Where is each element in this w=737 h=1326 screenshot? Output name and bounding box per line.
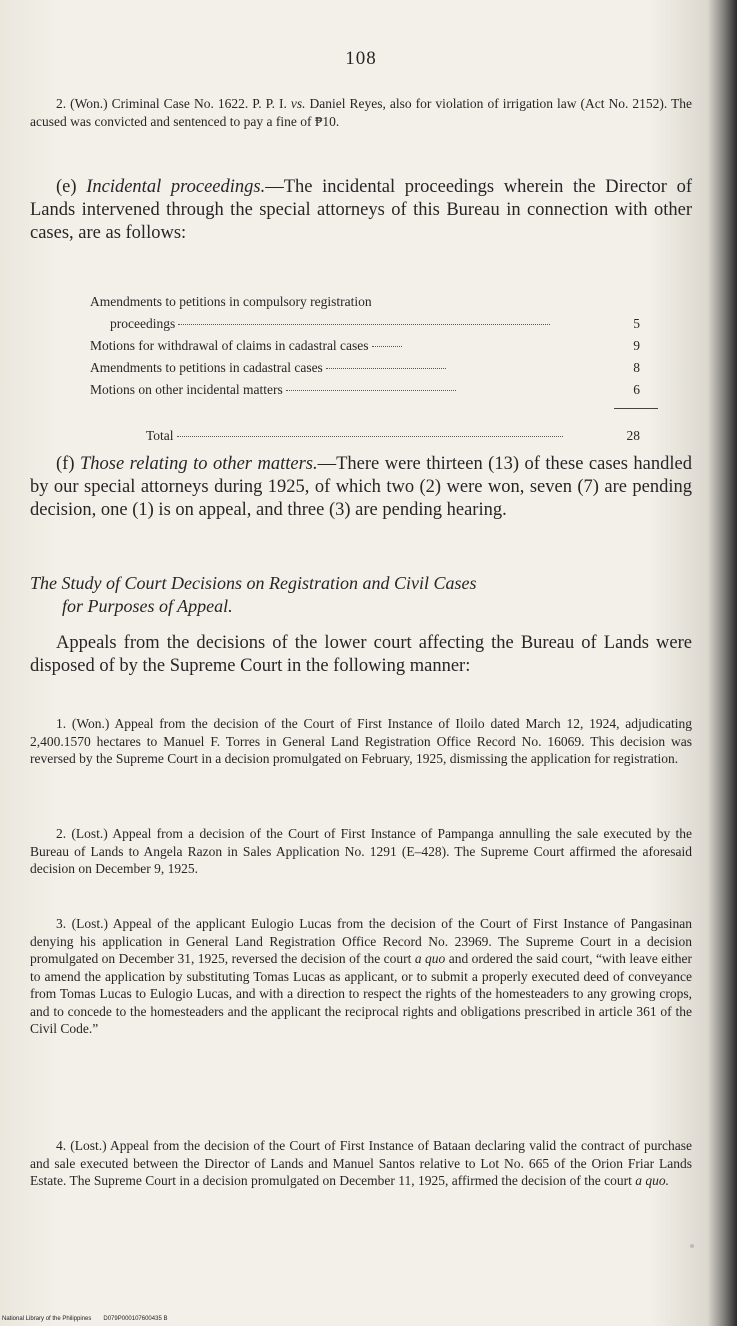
appeal-3 — [30, 915, 692, 1038]
row-label: Motions on other incidental matters — [90, 382, 283, 397]
section-heading-line-1: The Study of Court Decisions on Registration and Civil Cases — [30, 573, 477, 593]
incidental-label: (e) — [56, 177, 87, 197]
dot-leader — [177, 435, 563, 437]
criminal-case-vs: vs. — [290, 96, 306, 111]
scan-footer — [2, 1316, 179, 1322]
dot-leader — [286, 389, 456, 391]
dot-leader — [326, 367, 446, 369]
appeal-4-a-quo: a quo. — [635, 1173, 669, 1188]
table-cell-label — [90, 310, 600, 332]
criminal-case-text: Daniel Reyes, also for violation of irrigation law (Act No. 2152). The acused was convicted and sentenced to pay a fine of ₱10. — [30, 96, 692, 129]
table-cell-value: 9 — [633, 338, 640, 353]
section-heading — [30, 572, 692, 618]
dot-leader — [178, 323, 550, 325]
criminal-case-paragraph — [30, 95, 692, 130]
other-matters-paragraph — [30, 453, 692, 522]
criminal-case-prefix: 2. (Won.) Criminal Case No. 1622. P. P. I. — [56, 96, 291, 111]
appeals-intro: Appeals from the decisions of the lower court affecting the Bureau of Lands were disposed of by the Supreme Court in the following manner: — [30, 633, 692, 676]
appeal-4 — [30, 1137, 692, 1190]
row-label: Amendments to petitions in cadastral cases — [90, 360, 323, 375]
appeal-3-a-quo: a quo — [414, 951, 446, 966]
footer-code: D079P000107600435 B — [103, 1316, 168, 1322]
table-cell-value: 5 — [633, 316, 640, 331]
table-row — [90, 376, 640, 398]
appeal-4-text: 4. (Lost.) Appeal from the decision of the Court of First Instance of Bataan declaring valid the contract of purchase and sale executed between the Director of Lands and Manuel Santos relative to Lot No. 665 of the Orion Friar Lands Estate. The Supreme Court in a decision promulgated on December 11, 1925, affirmed the decision of the court — [30, 1138, 692, 1188]
appeal-2: 2. (Lost.) Appeal from a decision of the Court of First Instance of Pampanga annulling the sale executed by the Bureau of Lands to Angela Razon in Sales Application No. 1291 (E–428). The Supreme Court affirmed the aforesaid decision on December 9, 1925. — [30, 826, 692, 876]
other-matters-label: (f) — [56, 454, 80, 474]
section-heading-line-2: for Purposes of Appeal. — [62, 596, 233, 616]
table-cell-label — [90, 332, 600, 354]
incidental-proceedings-table — [90, 288, 640, 444]
appeal-1: 1. (Won.) Appeal from the decision of the Court of First Instance of Iloilo dated March 12, 1924, adjudicating 2,400.1570 hectares to Manuel F. Torres in General Land Registration Office Record No. 16069. This decision was reversed by the Supreme Court in a decision promulgated on February, 1925, dismissing the application for registration. — [30, 716, 692, 766]
table-cell-value: 8 — [633, 360, 640, 375]
total-value: 28 — [626, 428, 640, 443]
footer-library: National Library of the Philippines — [2, 1316, 92, 1322]
table-cell-label — [90, 354, 600, 376]
appeal-3-text-cont: and ordered the said court, “with leave either to amend the application by substituting Tomas Lucas as applicant, or to submit a properly executed deed of conveyance from Tomas Lucas to Eulogio Lucas, and with a direction to respect the rights of the homesteaders to any growing crops, and to concede to the homesteaders and the applicant the reciprocal rights and obligations prescribed in article 361 of the Civil Code.” — [30, 951, 693, 1036]
table-row — [90, 332, 640, 354]
total-rule — [614, 408, 658, 409]
table-cell-label — [90, 376, 600, 398]
dot-leader — [372, 345, 402, 347]
table-cell-label: Amendments to petitions in compulsory registration — [90, 294, 372, 309]
table-row — [90, 310, 640, 332]
table-row — [90, 288, 640, 310]
table-row — [90, 398, 640, 444]
row-label: Motions for withdrawal of claims in cadastral cases — [90, 338, 369, 353]
total-label-cell — [90, 398, 600, 444]
other-matters-text: —There were thirteen (13) of these cases handled by our special attorneys during 1925, of which two (2) were won, seven (7) are pending decision, one (1) is on appeal, and three (3) are pending hearing. — [30, 454, 692, 520]
incidental-proceedings-paragraph — [30, 176, 692, 245]
scan-speck — [690, 1244, 694, 1248]
table-cell-value: 6 — [633, 382, 640, 397]
other-matters-title: Those relating to other matters. — [79, 454, 318, 474]
incidental-text: —The incidental proceedings wherein the Director of Lands intervened through the special attorneys of this Bureau in connection with other cases, are as follows: — [30, 177, 692, 243]
total-label: Total — [146, 428, 174, 443]
table-row — [90, 354, 640, 376]
page-number: 108 — [345, 48, 377, 69]
incidental-title: Incidental proceedings. — [86, 177, 266, 197]
row-label: proceedings — [110, 316, 176, 331]
appeal-3-text: 3. (Lost.) Appeal of the applicant Eulogio Lucas from the decision of the Court of First Instance of Pangasinan denying his application in General Land Registration Office Record No. 23969. The Supreme Court in a decision promulgated on December 31, 1925, reversed the decision of the court — [30, 916, 692, 966]
